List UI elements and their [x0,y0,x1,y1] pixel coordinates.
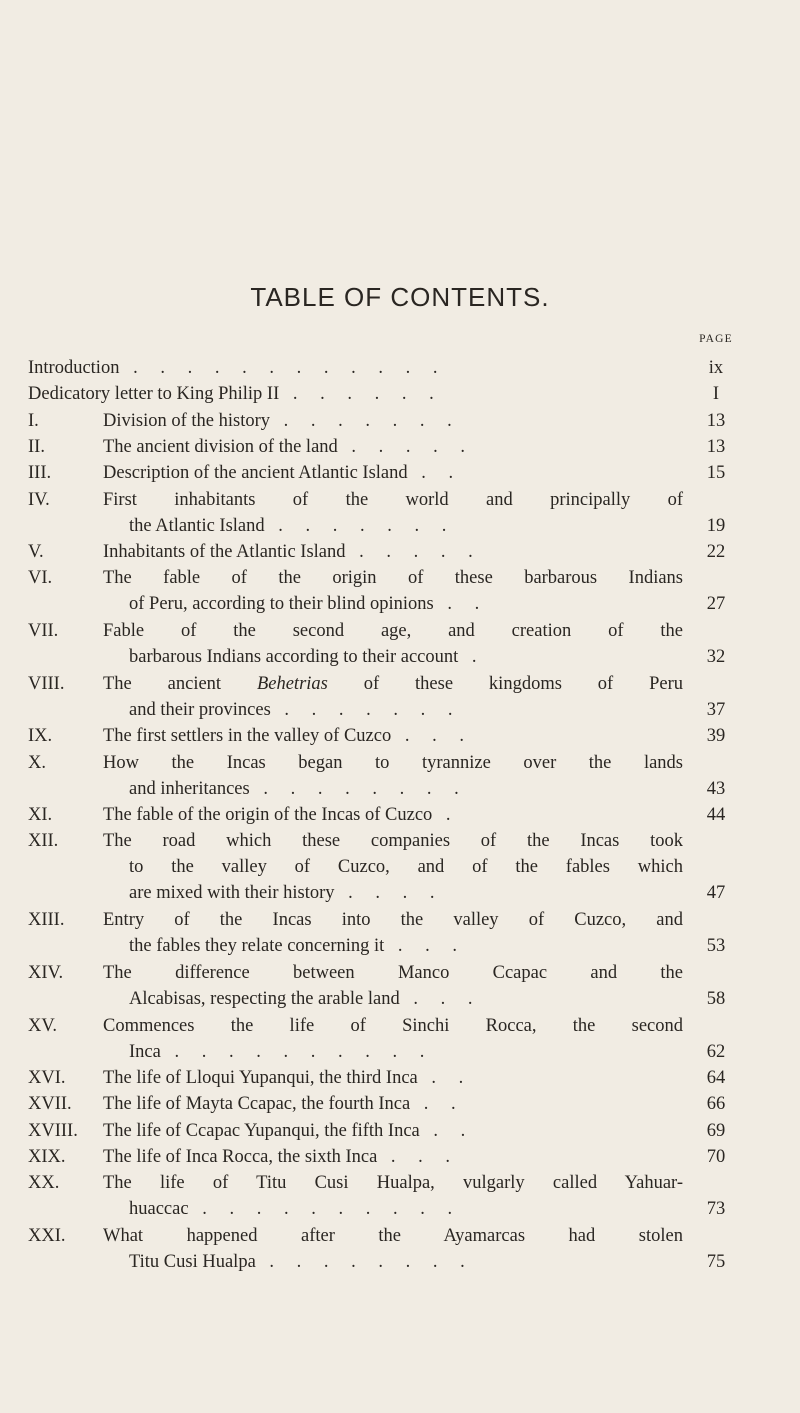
leader-dots: . [432,805,460,826]
chapter-title [103,723,683,749]
title-line: The life of Inca Rocca, the sixth Inca . . . [103,1147,460,1167]
title-line: and their provinces . . . . . . . [129,699,462,720]
title-line: The difference between Manco Ccapac and the [103,962,683,983]
page-number: 22 [706,542,726,563]
leader-dots: . . . . . . . . [255,1251,474,1272]
title-line: The life of Mayta Ccapac, the fourth Inca . . [103,1094,465,1115]
chapter-title [103,1118,683,1144]
leader-dots: . . . [399,988,482,1009]
page-number: 37 [706,699,726,720]
chapter-number: XVIII. [28,1120,78,1141]
leader-dots: . [458,647,486,667]
chapter-title [103,408,683,434]
chapter-title [103,1013,683,1065]
chapter-number: IX. [28,726,53,747]
leader-dots: . . [417,1068,473,1089]
leader-dots: . . . [384,936,467,957]
chapter-title [103,434,683,460]
title-line: Alcabisas, respecting the arable land . . . [129,988,482,1009]
page-title: TABLE OF CONTENTS. [250,282,550,312]
title-line: First inhabitants of the world and principally of [103,489,683,510]
chapter-number: I. [28,410,39,431]
title-line: Introduction . . . . . . . . . . . . [28,358,447,378]
title-line: the fables they relate concerning it . . . [129,936,467,957]
chapter-title [103,565,683,617]
page-number: 27 [706,594,726,615]
title-line: Titu Cusi Hualpa . . . . . . . . [129,1251,474,1272]
chapter-number: II. [28,436,45,457]
title-line: The life of Titu Cusi Hualpa, vulgarly called Yahuar- [103,1173,683,1194]
chapter-number: XIV. [28,962,64,983]
page-number: ix [708,358,724,378]
title-line: The fable of the origin of the Incas of Cuzco . [103,805,460,826]
title-line: The ancient division of the land . . . . . [103,436,475,457]
leader-dots: . . . . . . . . [249,778,468,799]
leader-dots: . . . . . . . [270,699,462,720]
chapter-number: III. [28,463,52,484]
chapter-title [103,618,683,670]
title-line: Description of the ancient Atlantic Island . . [103,463,463,484]
chapter-number: X. [28,752,46,773]
chapter-title [28,381,683,407]
title-line: of Peru, according to their blind opinions . . [129,594,489,615]
chapter-number: XIII. [28,910,65,931]
chapter-title [103,671,683,723]
title-line: Dedicatory letter to King Philip II . . . . . . [28,384,443,405]
page-number: 44 [706,805,726,826]
title-line: huaccac . . . . . . . . . . [129,1199,462,1220]
page-number: 15 [706,463,726,484]
leader-dots: . . [419,1120,475,1141]
chapter-title [103,460,683,486]
chapter-number: XV. [28,1015,57,1036]
title-line: How the Incas began to tyrannize over the lands [103,752,683,773]
page-number: 62 [706,1041,726,1062]
chapter-title [103,1170,683,1222]
page-number: 58 [706,988,726,1009]
title-line: barbarous Indians according to their account . [129,647,486,667]
chapter-number: XII. [28,831,59,852]
title-line: Entry of the Incas into the valley of Cuzco, and [103,910,683,931]
page-number: 19 [706,515,726,536]
chapter-number: XX. [28,1173,60,1194]
title-line: The first settlers in the valley of Cuzco . . . [103,726,473,747]
chapter-number: VII. [28,621,59,641]
title-line: The road which these companies of the Incas took [103,831,683,852]
page-number: 32 [706,647,726,667]
chapter-number: VI. [28,568,53,589]
page-number: 13 [706,436,726,457]
chapter-title [103,960,683,1012]
leader-dots: . . . [391,726,473,747]
chapter-title [103,750,683,802]
page-number: 43 [706,778,726,799]
leader-dots: . . . . . [345,542,482,563]
leader-dots: . . . . . . . [264,515,456,536]
leader-dots: . . [433,594,489,615]
page-number: 73 [706,1199,726,1220]
chapter-title [103,907,683,959]
title-line: Fable of the second age, and creation of the [103,621,683,641]
title-line: Inhabitants of the Atlantic Island . . . . . [103,542,482,563]
leader-dots: . . [407,463,463,484]
chapter-title [103,802,683,828]
title-line: and inheritances . . . . . . . . [129,778,468,799]
chapter-title [103,1091,683,1117]
leader-dots: . . . . . . . . . . [188,1199,462,1220]
title-line: are mixed with their history . . . . [129,883,444,904]
page-number: 39 [706,726,726,747]
leader-dots: . . . . . . . . . . . . [119,358,447,378]
page-number: 75 [706,1251,726,1272]
chapter-title [103,487,683,539]
chapter-number: XVII. [28,1094,72,1115]
title-line: The fable of the origin of these barbarous Indians [103,568,683,589]
page-column-label: PAGE [699,333,733,345]
leader-dots: . . . . [334,883,444,904]
page-number: 70 [706,1147,726,1167]
page-number: I [712,384,720,405]
page-number: 13 [706,410,726,431]
chapter-number: XI. [28,805,53,826]
chapter-title [103,1223,683,1275]
chapter-number: VIII. [28,673,65,694]
leader-dots: . . . . . . . [270,410,461,431]
leader-dots: . . . . . [337,436,475,457]
chapter-number: V. [28,542,44,563]
page-number: 69 [706,1120,726,1141]
chapter-number: XIX. [28,1147,66,1167]
title-line: What happened after the Ayamarcas had stolen [103,1225,683,1246]
chapter-title [103,1144,683,1170]
title-line: The life of Lloqui Yupanqui, the third Inca . . [103,1068,473,1089]
title-line: to the valley of Cuzco, and of the fables which [129,857,683,878]
page-number: 47 [706,883,726,904]
chapter-number: XXI. [28,1225,66,1246]
page-number: 64 [706,1068,726,1089]
chapter-title [103,1065,683,1091]
leader-dots: . . . . . . . . . . [160,1041,434,1062]
title-line: the Atlantic Island . . . . . . . [129,515,456,536]
chapter-number: XVI. [28,1068,66,1089]
title-line: Commences the life of Sinchi Rocca, the second [103,1015,683,1036]
leader-dots: . . . [377,1147,460,1167]
title-line: Division of the history . . . . . . . [103,410,461,431]
chapter-title [28,355,683,381]
chapter-title [103,828,683,906]
page-number: 53 [706,936,726,957]
chapter-number: IV. [28,489,50,510]
chapter-title [103,539,683,565]
page-number: 66 [706,1094,726,1115]
title-line: The ancient Behetrias of these kingdoms of Peru [103,673,683,694]
leader-dots: . . [410,1094,465,1115]
leader-dots: . . . . . . [279,384,443,405]
title-line: The life of Ccapac Yupanqui, the fifth Inca . . [103,1120,475,1141]
title-line: Inca . . . . . . . . . . [129,1041,434,1062]
